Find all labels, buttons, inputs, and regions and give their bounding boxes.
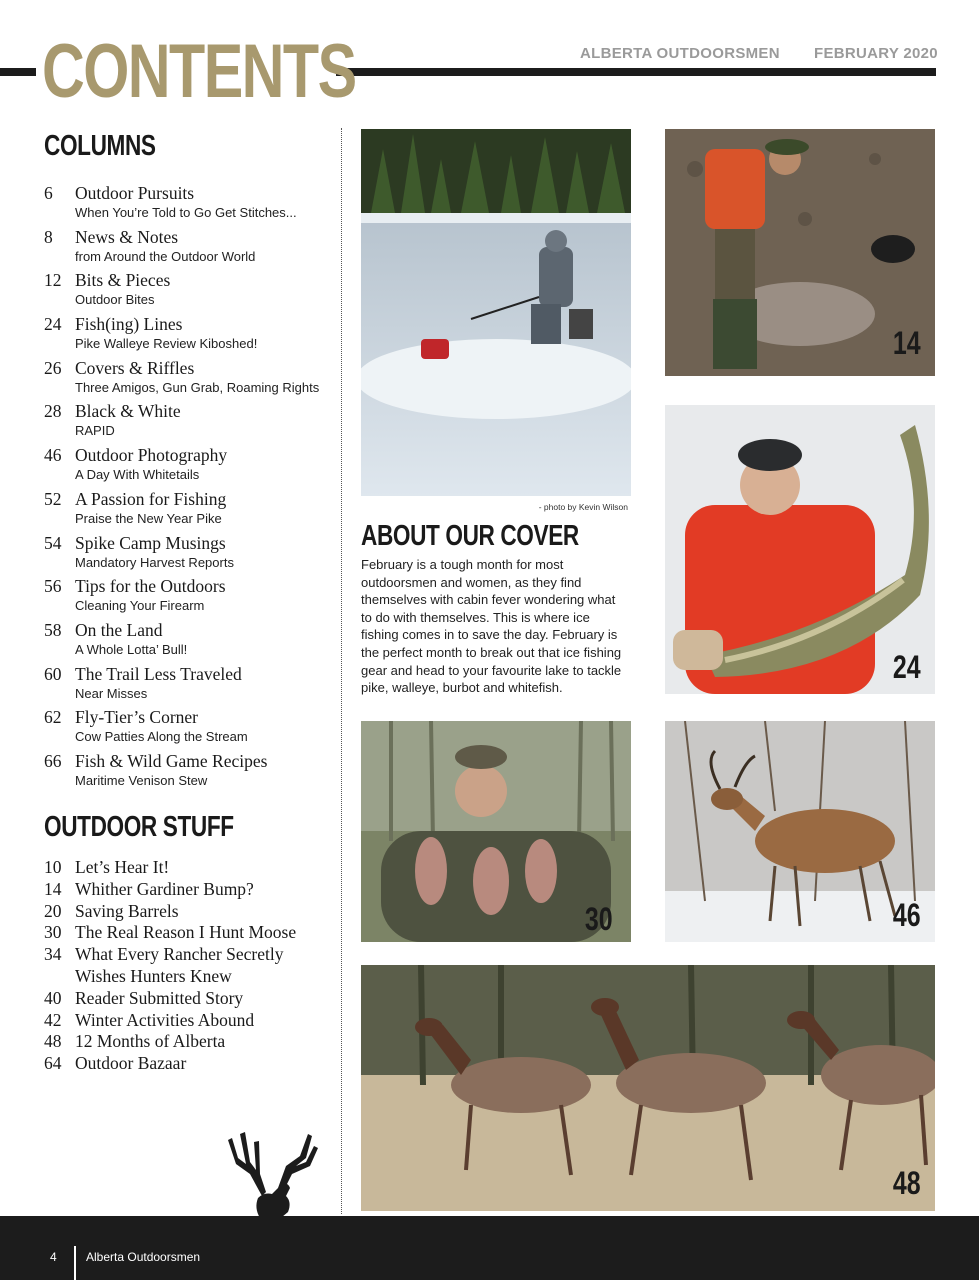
column-subtitle: Cleaning Your Firearm — [75, 598, 205, 614]
outdoor-stuff-list — [44, 857, 344, 1075]
column-title: Outdoor Photography — [75, 445, 228, 466]
photo-page-badge-46: 46 — [893, 897, 921, 933]
column-entry — [44, 533, 344, 577]
column-subtitle: Praise the New Year Pike — [75, 510, 222, 526]
outdoor-stuff-page-number: 42 — [44, 1009, 62, 1030]
outdoor-stuff-title: Let’s Hear It! — [75, 857, 170, 877]
columns-list — [44, 183, 344, 795]
photo-elk-herd — [361, 965, 935, 1211]
column-entry — [44, 358, 344, 402]
column-subtitle: Pike Walleye Review Kiboshed! — [75, 336, 258, 352]
footer-publication: Alberta Outdoorsmen — [86, 1250, 201, 1264]
header-rule-right — [336, 68, 936, 76]
column-subtitle: A Whole Lotta’ Bull! — [75, 641, 188, 657]
column-title: Fly-Tier’s Corner — [75, 707, 198, 728]
column-title: Outdoor Pursuits — [75, 183, 195, 203]
outdoor-stuff-entry — [44, 922, 344, 944]
column-page-number: 6 — [44, 183, 53, 203]
column-entry — [44, 489, 344, 533]
outdoor-stuff-page-number: 30 — [44, 922, 62, 943]
photo-page-badge-24: 24 — [893, 649, 921, 685]
outdoor-stuff-title: Winter Activities Abound — [75, 1009, 255, 1030]
column-title: Covers & Riffles — [75, 357, 195, 378]
column-subtitle: Near Misses — [75, 685, 148, 701]
column-page-number: 58 — [44, 619, 62, 640]
column-entry — [44, 227, 344, 271]
page-title: CONTENTS — [42, 29, 356, 114]
outdoor-stuff-entry — [44, 879, 344, 901]
outdoor-stuff-title: Whither Gardiner Bump? — [75, 878, 254, 899]
about-cover-heading: ABOUT OUR COVER — [361, 520, 579, 552]
column-subtitle: from Around the Outdoor World — [75, 248, 256, 264]
column-entry — [44, 620, 344, 664]
column-page-number: 52 — [44, 488, 62, 509]
outdoor-stuff-heading: OUTDOOR STUFF — [44, 811, 234, 843]
photo-page-badge-14: 14 — [893, 325, 921, 361]
column-page-number: 62 — [44, 707, 62, 728]
outdoor-stuff-page-number: 64 — [44, 1053, 62, 1074]
column-title: Fish(ing) Lines — [75, 314, 183, 335]
page-footer — [0, 1216, 979, 1280]
photo-credit: - photo by Kevin Wilson — [538, 502, 628, 512]
cover-photo-ice-fishing — [361, 129, 631, 496]
column-title: Fish & Wild Game Recipes — [75, 750, 268, 771]
column-subtitle: Mandatory Harvest Reports — [75, 554, 234, 570]
column-subtitle: Cow Patties Along the Stream — [75, 729, 248, 745]
footer-separator — [74, 1246, 76, 1280]
outdoor-stuff-page-number: 20 — [44, 900, 62, 921]
column-page-number: 56 — [44, 576, 62, 597]
outdoor-stuff-title: Saving Barrels — [75, 900, 179, 921]
column-entry — [44, 183, 344, 227]
column-entry — [44, 707, 344, 751]
outdoor-stuff-entry — [44, 1010, 344, 1032]
column-title: News & Notes — [75, 226, 179, 247]
column-subtitle: Three Amigos, Gun Grab, Roaming Rights — [75, 379, 320, 395]
column-page-number: 54 — [44, 532, 62, 553]
column-entry — [44, 664, 344, 708]
column-entry — [44, 314, 344, 358]
outdoor-stuff-page-number: 10 — [44, 857, 62, 877]
column-title: Black & White — [75, 401, 181, 422]
column-page-number: 26 — [44, 357, 62, 378]
photo-page-badge-30: 30 — [585, 901, 613, 937]
outdoor-stuff-page-number: 40 — [44, 987, 62, 1008]
column-title: On the Land — [75, 619, 163, 640]
about-cover-text: February is a tough month for most outdoorsmen and women, as they find themselves with cabin fever wondering what to do with themselves. This is where ice fishing comes in to save the day. February is the perfect month to break out that ice fishing gear and head to your favourite lake to tackle pike, walleye, burbot and whitefish. — [361, 557, 622, 696]
column-page-number: 66 — [44, 750, 62, 771]
columns-heading: COLUMNS — [44, 130, 156, 162]
issue-date: FEBRUARY 2020 — [814, 45, 938, 62]
outdoor-stuff-page-number: 34 — [44, 944, 62, 965]
column-page-number: 46 — [44, 445, 62, 466]
column-title: The Trail Less Traveled — [75, 663, 242, 684]
magazine-name: ALBERTA OUTDOORSMEN — [580, 45, 780, 62]
outdoor-stuff-title: 12 Months of Alberta — [75, 1031, 226, 1052]
outdoor-stuff-entry — [44, 901, 344, 923]
column-subtitle: RAPID — [75, 423, 115, 439]
column-subtitle: Maritime Venison Stew — [75, 772, 208, 788]
outdoor-stuff-page-number: 14 — [44, 878, 62, 899]
column-entry — [44, 401, 344, 445]
outdoor-stuff-entry — [44, 1031, 344, 1053]
column-entry — [44, 751, 344, 795]
column-subtitle: Outdoor Bites — [75, 292, 155, 308]
header-rule-left — [0, 68, 36, 76]
column-entry — [44, 270, 344, 314]
column-subtitle: When You’re Told to Go Get Stitches... — [75, 205, 297, 220]
outdoor-stuff-entry — [44, 988, 344, 1010]
column-page-number: 8 — [44, 226, 53, 247]
outdoor-stuff-page-number: 48 — [44, 1031, 62, 1052]
column-title: Bits & Pieces — [75, 270, 171, 291]
column-page-number: 12 — [44, 270, 62, 291]
outdoor-stuff-title: What Every Rancher Secretly Wishes Hunters Knew — [75, 944, 284, 986]
footer-page-number: 4 — [50, 1250, 57, 1264]
column-subtitle: A Day With Whitetails — [75, 467, 200, 483]
photo-page-badge-48: 48 — [893, 1165, 921, 1201]
outdoor-stuff-title: Outdoor Bazaar — [75, 1053, 187, 1074]
column-page-number: 24 — [44, 314, 62, 335]
column-entry — [44, 445, 344, 489]
column-divider — [341, 128, 342, 1214]
column-title: Spike Camp Musings — [75, 532, 226, 553]
column-title: A Passion for Fishing — [75, 488, 227, 509]
column-page-number: 60 — [44, 663, 62, 684]
column-page-number: 28 — [44, 401, 62, 422]
outdoor-stuff-entry — [44, 944, 344, 988]
column-title: Tips for the Outdoors — [75, 576, 226, 597]
outdoor-stuff-title: Reader Submitted Story — [75, 987, 244, 1008]
outdoor-stuff-title: The Real Reason I Hunt Moose — [75, 922, 297, 943]
outdoor-stuff-entry — [44, 1053, 344, 1075]
outdoor-stuff-entry — [44, 857, 344, 879]
column-entry — [44, 576, 344, 620]
